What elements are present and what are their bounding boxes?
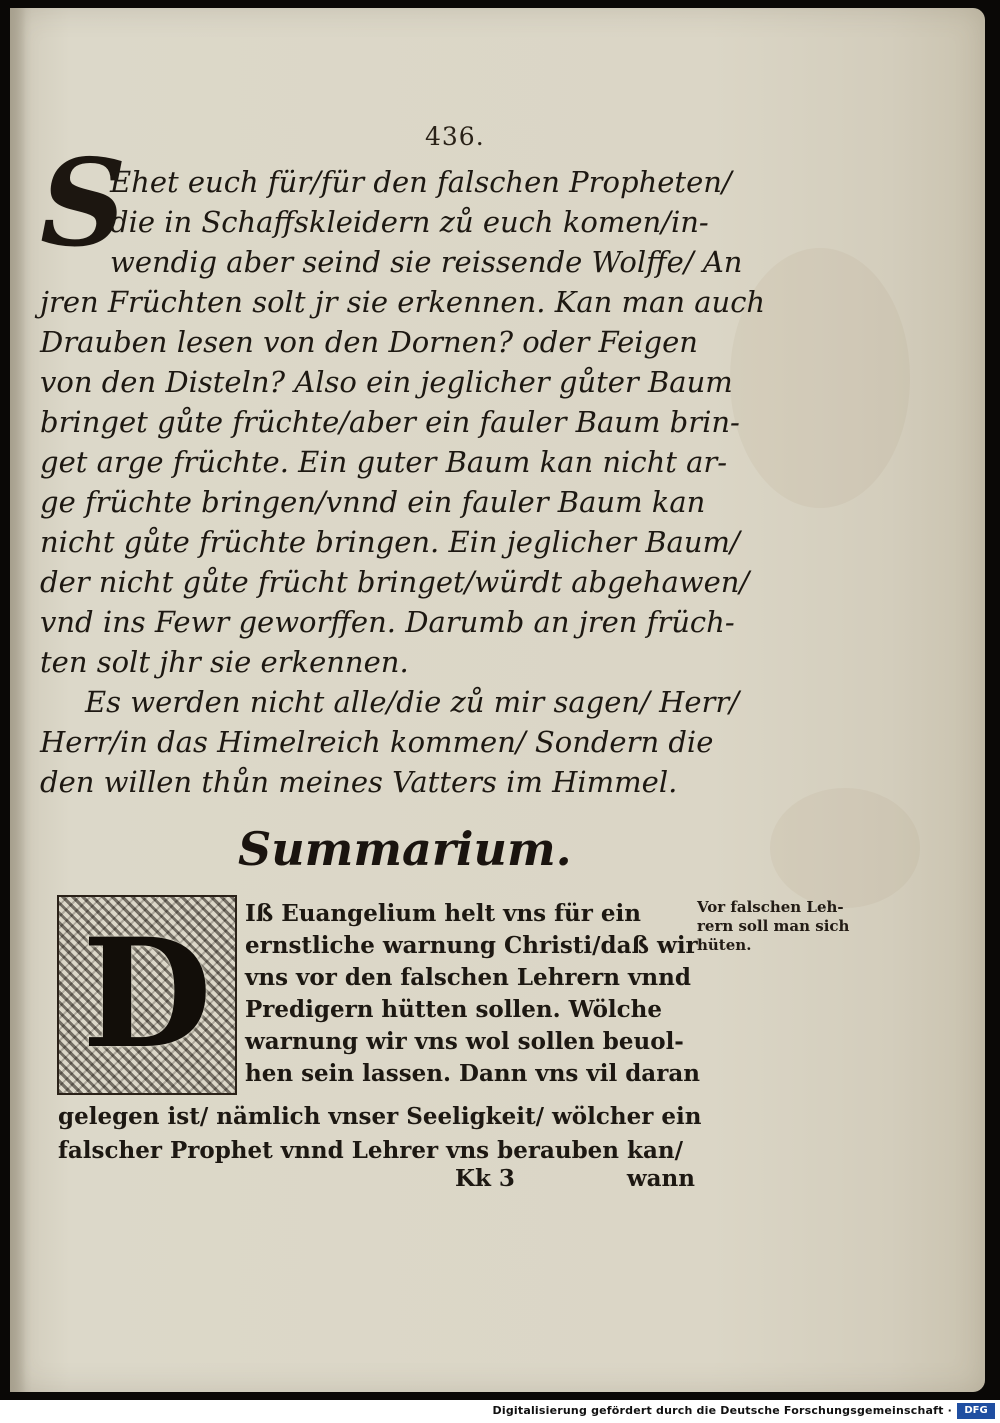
text-line: ten solt jhr sie erkennen. [40, 645, 409, 679]
catchword: wann [626, 1165, 695, 1192]
text-line: wendig aber seind sie reissende Wolffe/ An [110, 245, 743, 279]
summary-text-full-width [58, 1100, 718, 1168]
text-line: Ehet euch für/für den falschen Propheten/ [110, 165, 732, 199]
text-line: ge früchte bringen/vnnd ein fauler Baum kan [40, 485, 706, 519]
summary-line: Iß Euangelium helt vns für ein [245, 900, 641, 927]
paper-stain [770, 788, 920, 908]
marginal-note-line: Vor falschen Leh‑ [697, 898, 844, 916]
marginal-note-line: rern soll man sich [697, 917, 850, 935]
summary-line: falscher Prophet vnnd Lehrer vns berauben kan/ [58, 1137, 683, 1164]
text-line: get arge früchte. Ein guter Baum kan nicht ar‑ [40, 445, 728, 479]
signature-mark: Kk 3 [455, 1165, 515, 1192]
text-line: die in Schaffskleidern zů euch komen/in‑ [110, 205, 709, 239]
text-line: nicht gůte früchte bringen. Ein jeglicher Baum/ [40, 525, 740, 559]
page-number: 436. [425, 122, 485, 151]
text-line: vnd ins Fewr geworffen. Darumb an jren früch‑ [40, 605, 735, 639]
footer-bar [0, 1400, 1000, 1423]
marginal-note-line: hüten. [697, 936, 752, 954]
summary-line: gelegen ist/ nämlich vnser Seeligkeit/ wölcher ein [58, 1103, 702, 1130]
text-line: Drauben lesen von den Dornen? oder Feigen [40, 325, 698, 359]
text-line: den willen thůn meines Vatters im Himmel. [40, 765, 678, 799]
section-heading: Summarium. [238, 822, 572, 876]
drop-cap-initial: S [40, 133, 127, 274]
signature-row [455, 1165, 705, 1199]
summary-text-beside-initial [245, 898, 705, 1090]
text-line: Es werden nicht alle/die zů mir sagen/ Herr/ [85, 685, 740, 719]
summary-line: Predigern hütten sollen. Wölche [245, 996, 663, 1023]
woodcut-initial-letter: D [81, 906, 213, 1082]
summary-line: hen sein lassen. Dann vns vil daran [245, 1060, 700, 1087]
text-line: Herr/in das Himelreich kommen/ Sondern die [40, 725, 714, 759]
page-gutter [10, 8, 26, 1392]
summary-line: vns vor den falschen Lehrern vnnd [245, 964, 691, 991]
text-line: der nicht gůte frücht bringet/würdt abgehawen/ [40, 565, 750, 599]
funding-credit: Digitalisierung gefördert durch die Deutsche Forschungsgemeinschaft · [492, 1404, 952, 1417]
summary-line: ernstliche warnung Christi/daß wir [245, 932, 698, 959]
text-line: bringet gůte früchte/aber ein fauler Baum brin‑ [40, 405, 740, 439]
dfg-logo[interactable]: DFG [957, 1403, 995, 1419]
woodcut-initial [57, 895, 237, 1095]
text-line: von den Disteln? Also ein jeglicher gůter Baum [40, 365, 733, 399]
text-line: jren Früchten solt jr sie erkennen. Kan man auch [40, 285, 766, 319]
marginal-note [697, 898, 857, 955]
summary-line: warnung wir vns wol sollen beuol‑ [245, 1028, 684, 1055]
